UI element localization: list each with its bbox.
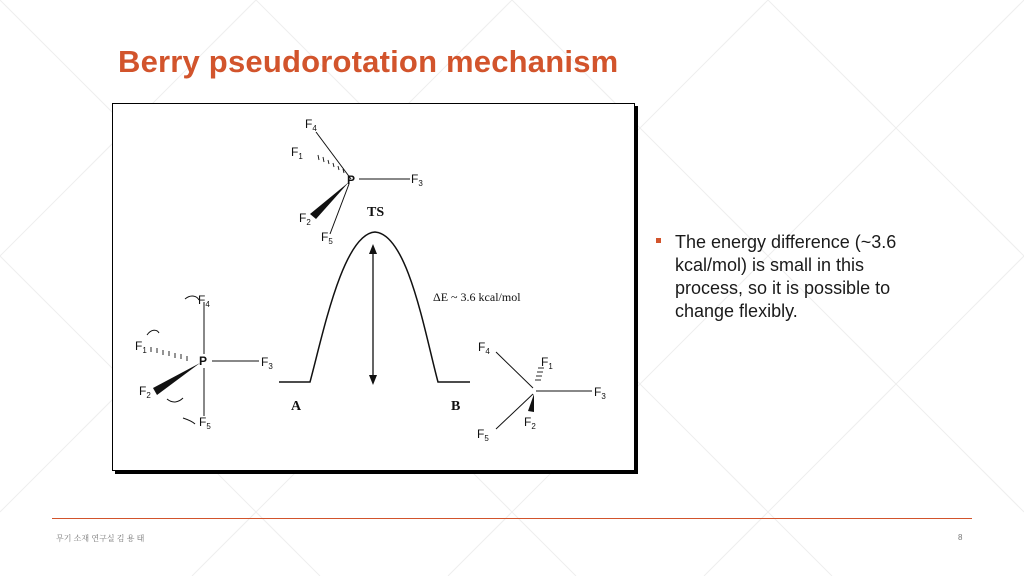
b-f3-label: F xyxy=(594,385,602,399)
footer-divider xyxy=(52,518,972,519)
svg-text:F3: $F_3$ xyxy=(411,172,423,188)
svg-text:F5: $F_5$ xyxy=(321,230,333,246)
svg-text:F1: $F_1$ xyxy=(541,355,553,371)
svg-text:F4: $F_4$ xyxy=(478,340,490,356)
ts-f1-label: F xyxy=(291,145,299,159)
b-f4-label: F xyxy=(478,340,486,354)
ts-f3-label: F xyxy=(411,172,419,186)
a-f4-label: F xyxy=(198,293,206,307)
ts-f4-label: F xyxy=(305,117,313,131)
a-f1-label: F xyxy=(135,339,143,353)
bullet-marker xyxy=(656,238,661,243)
energy-diagram-figure xyxy=(112,103,635,471)
b-molecule xyxy=(477,340,606,443)
ts-f2-label: F xyxy=(299,211,307,225)
svg-text:F5: $F_5$ xyxy=(477,427,489,443)
a-f5-label: F xyxy=(199,415,207,429)
svg-text:F2: $F_2$ xyxy=(299,211,311,227)
slide-title: Berry pseudorotation mechanism xyxy=(118,44,619,79)
delta-e-label: ΔE ~ 3.6 kcal/mol xyxy=(433,290,521,304)
svg-text:F3: $F_3$ xyxy=(594,385,606,401)
ts-molecule xyxy=(291,117,423,246)
b-f5-label: F xyxy=(477,427,485,441)
svg-text:F2: $F_2$ xyxy=(139,384,151,400)
footer-author: 무기 소재 연구실 김 용 태 xyxy=(56,534,145,543)
ts-p-label: P xyxy=(347,173,356,187)
bullet-text: The energy difference (~3.6 kcal/mol) is small in this process, so it is possible to change flexibly. xyxy=(675,232,897,321)
svg-text:F4: $F_4$ xyxy=(198,293,210,309)
energy-diagram-svg xyxy=(113,104,634,470)
ts-label: TS xyxy=(367,205,385,220)
svg-text:F5: $F_5$ xyxy=(199,415,211,431)
svg-text:F1: $F_1$ xyxy=(135,339,147,355)
bullet-list xyxy=(652,231,902,323)
energy-curve xyxy=(279,232,470,382)
svg-text:F2: $F_2$ xyxy=(524,415,536,431)
b-f1-label: F xyxy=(541,355,549,369)
page-number: 8 xyxy=(958,533,963,542)
svg-text:F3: $F_3$ xyxy=(261,355,273,371)
a-f3-label: F xyxy=(261,355,269,369)
b-f2-label: F xyxy=(524,415,532,429)
a-f2-label: F xyxy=(139,384,147,398)
svg-text:F1: $F_1$ xyxy=(291,145,303,161)
ts-f5-label: F xyxy=(321,230,329,244)
state-b-label: B xyxy=(451,399,461,414)
a-p-label: P xyxy=(199,354,208,368)
svg-text:F4: $F_4$ xyxy=(305,117,317,133)
state-a-label: A xyxy=(291,399,302,414)
a-molecule xyxy=(135,293,273,431)
